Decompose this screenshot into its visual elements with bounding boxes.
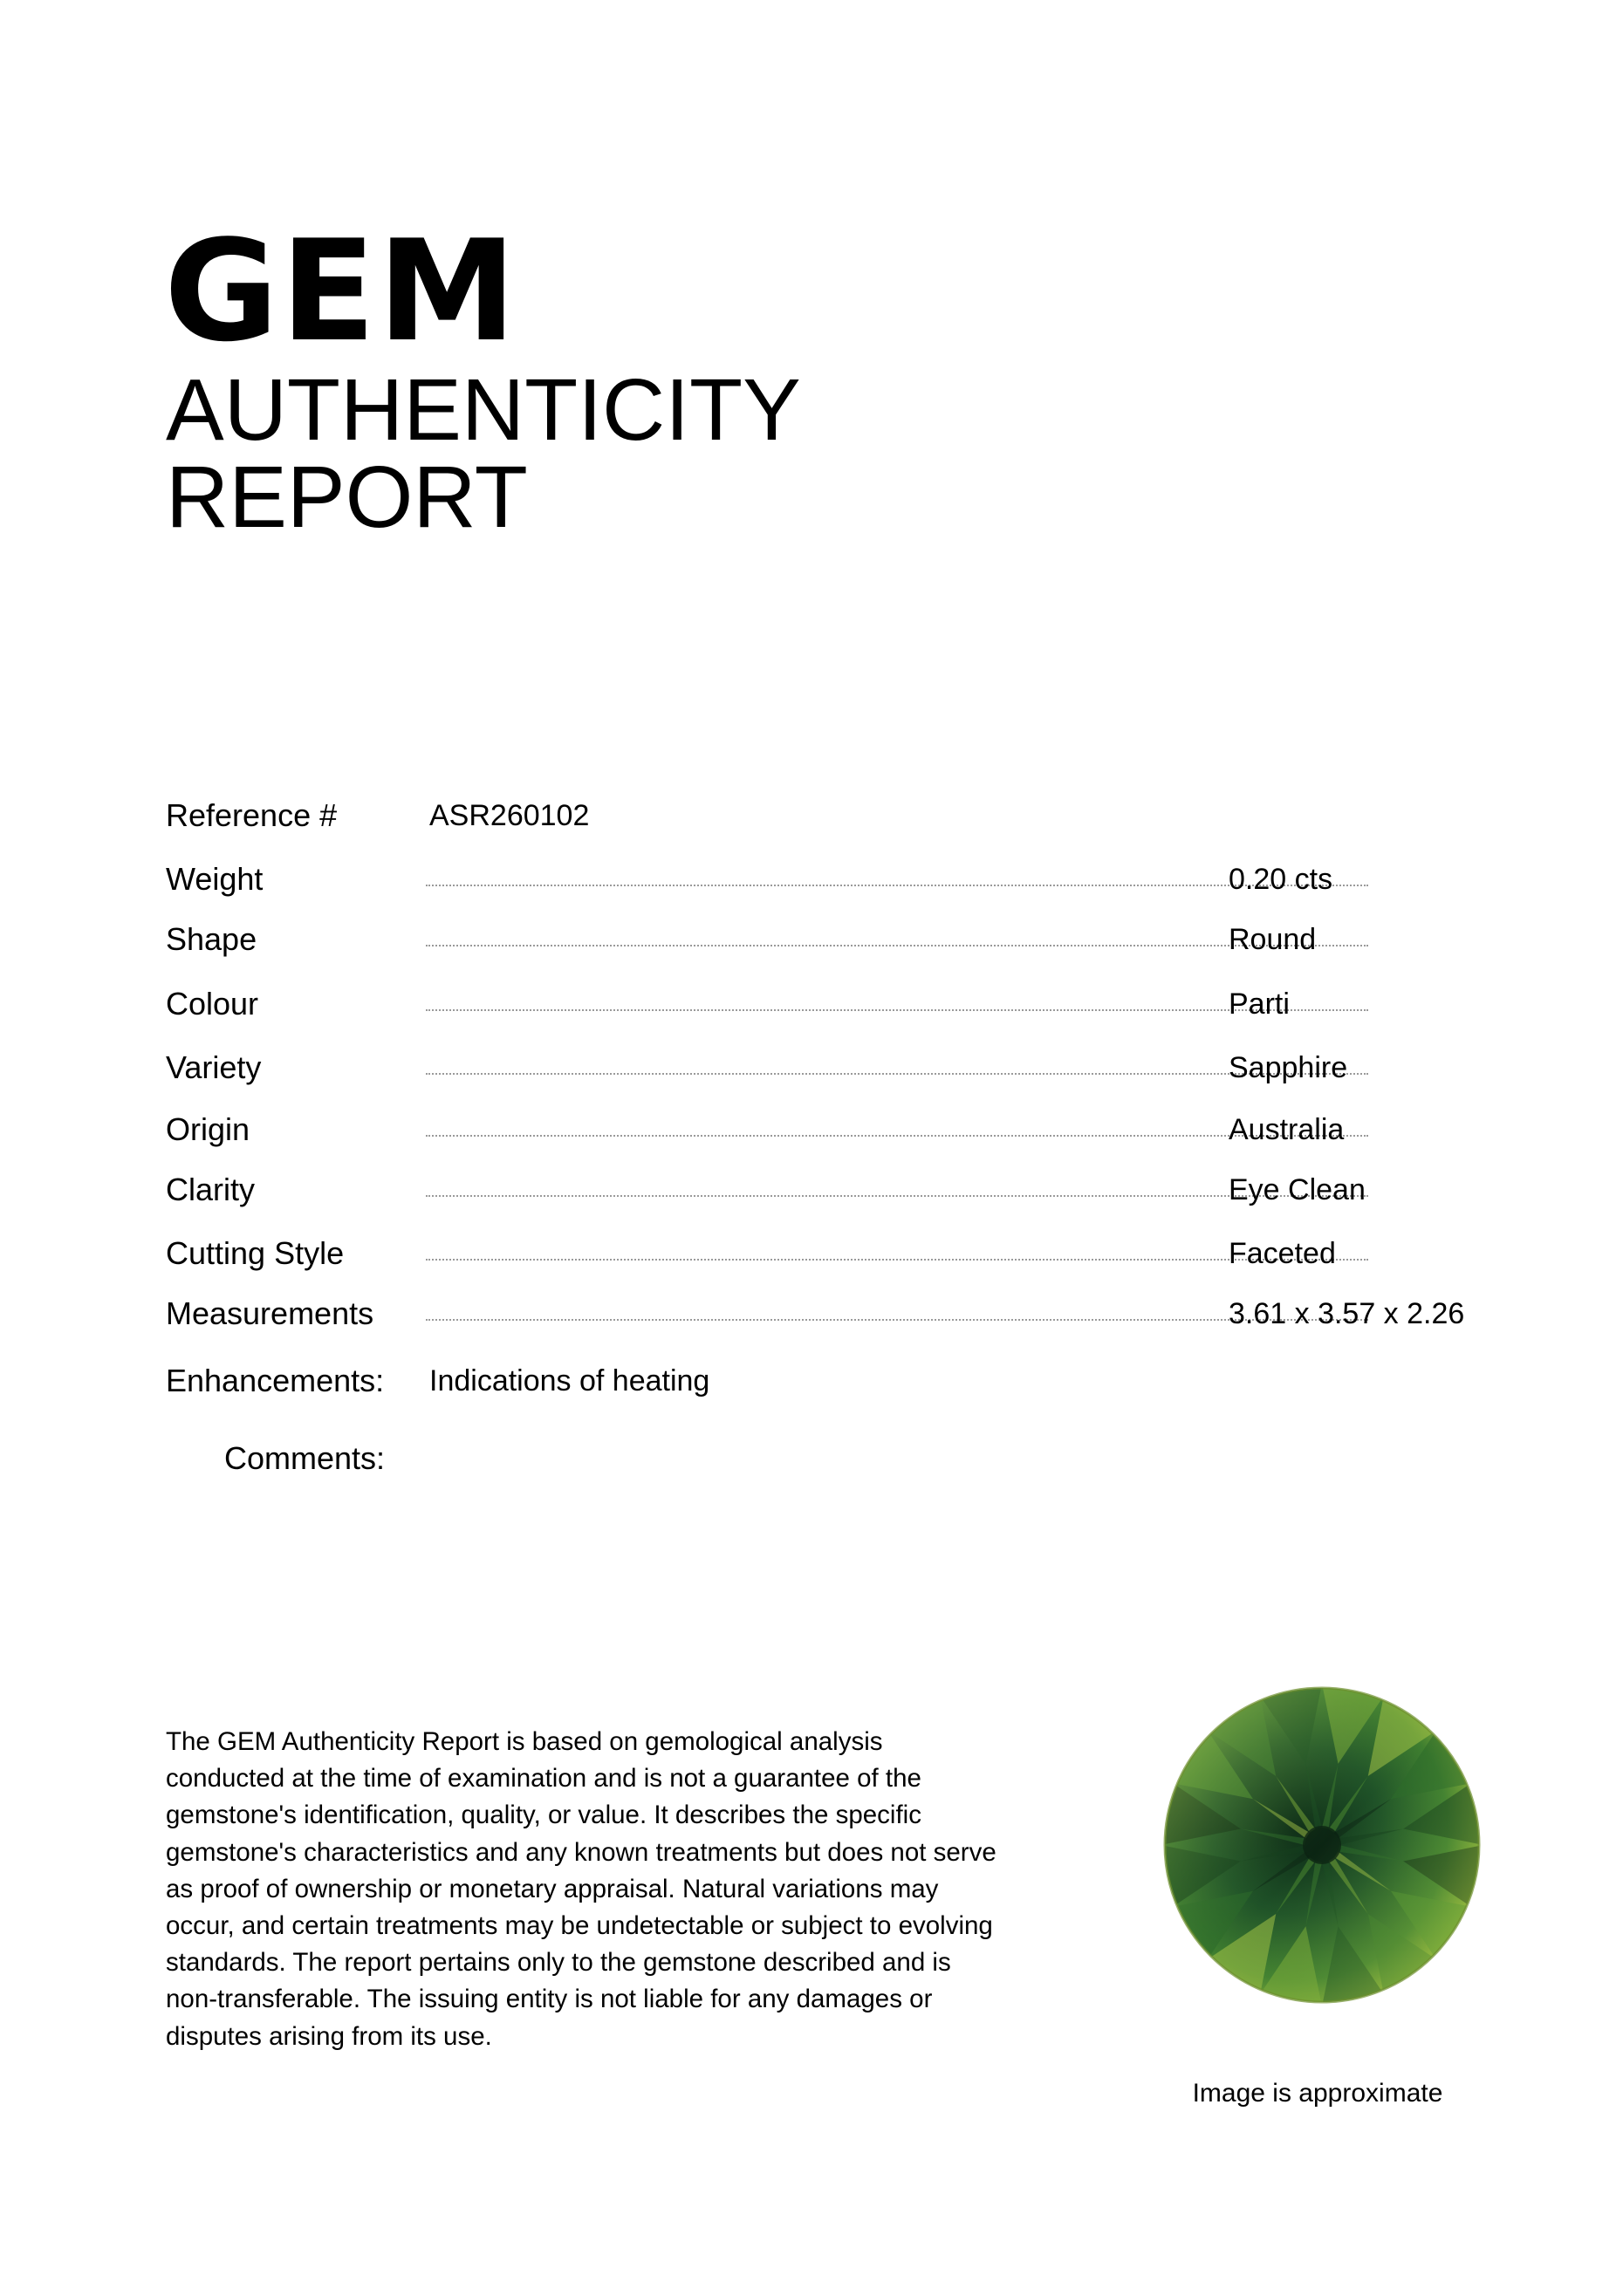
spec-label: Cutting Style — [166, 1235, 345, 1271]
dotted-leader — [426, 1009, 1368, 1011]
dotted-leader — [426, 1319, 1368, 1321]
spec-label: Measurements — [166, 1295, 374, 1331]
dotted-leader — [426, 1259, 1368, 1261]
spec-row-cutting-style — [166, 1234, 1492, 1273]
reference-label: Reference # — [166, 797, 338, 833]
spec-value: 3.61 x 3.57 x 2.26 — [1229, 1297, 1465, 1330]
spec-row-measurements — [166, 1295, 1492, 1333]
spec-label: Variety — [166, 1049, 262, 1085]
reference-value: ASR260102 — [429, 799, 590, 832]
report-subtitle — [166, 361, 801, 546]
image-caption: Image is approximate — [1192, 2079, 1443, 2108]
brand-title: GEM — [164, 209, 518, 372]
enhancements-value: Indications of heating — [429, 1364, 710, 1397]
subtitle-line-2: REPORT — [166, 448, 528, 546]
gemstone-image — [1156, 1679, 1488, 2011]
spec-value: Faceted — [1229, 1237, 1336, 1270]
spec-value: Sapphire — [1229, 1051, 1348, 1084]
disclaimer-text: The GEM Authenticity Report is based on gemological analysis conducted at the time of examination and is not a guarantee of the gemstone's identification, quality, or value. It describes the specific gemstone's characteristics and any known treatments but does not serve as proof of ownership or monetary appraisal. Natural variations may occur, and certain treatments may be undetectable or subject to evolving standards. The report pertains only to the gemstone described and is non-transferable. The issuing entity is not liable for any damages or disputes arising from its use. — [166, 1727, 996, 2051]
spec-label: Weight — [166, 861, 264, 897]
spec-row-colour — [166, 985, 1492, 1023]
spec-value: Australia — [1229, 1113, 1345, 1146]
spec-value: Round — [1229, 923, 1317, 956]
spec-value: Eye Clean — [1229, 1173, 1366, 1206]
spec-label: Colour — [166, 986, 259, 1022]
spec-label: Origin — [166, 1111, 250, 1147]
spec-label: Shape — [166, 921, 257, 957]
spec-row-weight — [166, 860, 1492, 899]
dotted-leader — [426, 1195, 1368, 1197]
dotted-leader — [426, 1073, 1368, 1075]
comments-label: Comments: — [224, 1440, 386, 1476]
spec-row-clarity — [166, 1171, 1492, 1209]
dotted-leader — [426, 945, 1368, 946]
enhancements-label: Enhancements: — [166, 1363, 385, 1398]
dotted-leader — [426, 1135, 1368, 1137]
spec-value: 0.20 cts — [1229, 863, 1333, 896]
spec-row-origin — [166, 1110, 1492, 1149]
spec-value: Parti — [1229, 987, 1290, 1021]
dotted-leader — [426, 885, 1368, 886]
spec-row-shape — [166, 920, 1492, 959]
spec-row-variety — [166, 1049, 1492, 1087]
spec-label: Clarity — [166, 1172, 256, 1207]
subtitle-line-1: AUTHENTICITY — [166, 361, 801, 459]
